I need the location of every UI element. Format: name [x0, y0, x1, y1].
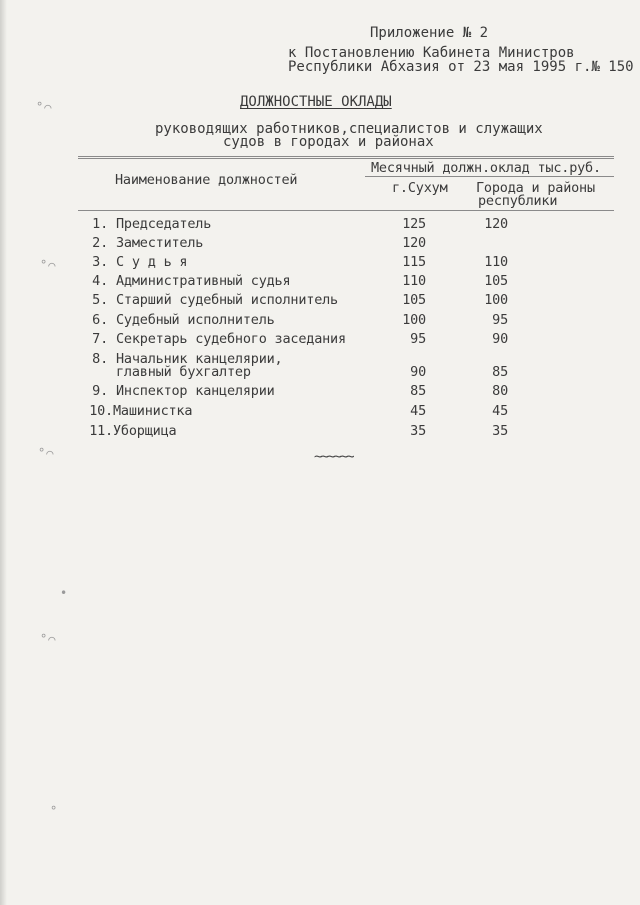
decree-line-2: Республики Абхазия от 23 мая 1995 г.№ 150	[288, 59, 634, 75]
row-number: 1.	[92, 216, 108, 232]
document-title: ДОЛЖНОСТНЫЕ ОКЛАДЫ	[240, 94, 392, 110]
row-number: 4.	[92, 273, 108, 289]
position-name: Начальник канцелярии,	[116, 351, 283, 367]
salary-header-rule	[365, 176, 614, 177]
salary-regions: 45	[492, 403, 508, 419]
position-name: Заместитель	[116, 235, 204, 251]
salary-sukhum: 105	[402, 292, 426, 308]
row-number: 11.	[89, 423, 113, 439]
subtitle-line-1: руководящих работников,специалистов и служащих	[155, 121, 543, 137]
row-number: 5.	[92, 292, 108, 308]
position-name: Секретарь судебного заседания	[116, 331, 346, 347]
column-header-position: Наименование должностей	[115, 172, 298, 188]
table-top-rule	[78, 156, 614, 157]
column-header-regions-2: республики	[478, 193, 558, 209]
position-name: Инспектор канцелярии	[116, 383, 275, 399]
position-name: Председатель	[116, 216, 212, 232]
salary-regions: 80	[492, 383, 508, 399]
position-name: Административный судья	[116, 273, 291, 289]
punch-hole-mark: °⌒	[40, 632, 57, 646]
salary-regions: 110	[484, 254, 508, 270]
page-edge-shadow	[0, 0, 7, 905]
punch-hole-mark: °⌒	[36, 100, 53, 114]
row-number: 7.	[92, 331, 108, 347]
row-number: 6.	[92, 312, 108, 328]
salary-regions: 120	[484, 216, 508, 232]
row-number: 2.	[92, 235, 108, 251]
column-header-sukhum: г.Сухум	[392, 180, 448, 196]
subtitle-line-2: судов в городах и районах	[223, 134, 434, 150]
column-header-salary: Месячный должн.оклад тыс.руб.	[371, 160, 601, 176]
punch-hole-mark: °⌒	[40, 258, 57, 272]
salary-sukhum: 120	[402, 235, 426, 251]
salary-sukhum: 85	[410, 383, 426, 399]
position-name: Старший судебный исполнитель	[116, 292, 338, 308]
row-number: 9.	[92, 383, 108, 399]
salary-sukhum: 125	[402, 216, 426, 232]
salary-sukhum: 90	[410, 364, 426, 380]
salary-regions: 95	[492, 312, 508, 328]
salary-sukhum: 110	[402, 273, 426, 289]
salary-regions: 85	[492, 364, 508, 380]
decree-line-1: к Постановлению Кабинета Министров	[288, 45, 575, 61]
salary-sukhum: 100	[402, 312, 426, 328]
position-name-continued: главный бухгалтер	[116, 364, 251, 380]
punch-hole-mark: °⌒	[38, 446, 55, 460]
salary-regions: 35	[492, 423, 508, 439]
column-header-regions: Города и районы	[476, 180, 595, 196]
salary-sukhum: 95	[410, 331, 426, 347]
punch-hole-mark: •	[60, 586, 69, 600]
salary-regions: 90	[492, 331, 508, 347]
row-number: 3.	[92, 254, 108, 270]
closing-mark: ~~~~~~	[314, 449, 353, 465]
punch-hole-mark: °	[50, 804, 59, 818]
salary-sukhum: 35	[410, 423, 426, 439]
row-number: 8.	[92, 351, 108, 367]
appendix-label: Приложение № 2	[370, 25, 489, 41]
table-header-bottom-rule	[78, 210, 614, 211]
salary-sukhum: 115	[402, 254, 426, 270]
position-name: Машинистка	[113, 403, 193, 419]
position-name: С у д ь я	[116, 254, 188, 270]
table-top-rule-2	[78, 158, 614, 159]
salary-regions: 105	[484, 273, 508, 289]
position-name: Судебный исполнитель	[116, 312, 275, 328]
salary-sukhum: 45	[410, 403, 426, 419]
salary-regions: 100	[484, 292, 508, 308]
position-name: Уборщица	[113, 423, 177, 439]
row-number: 10.	[89, 403, 113, 419]
